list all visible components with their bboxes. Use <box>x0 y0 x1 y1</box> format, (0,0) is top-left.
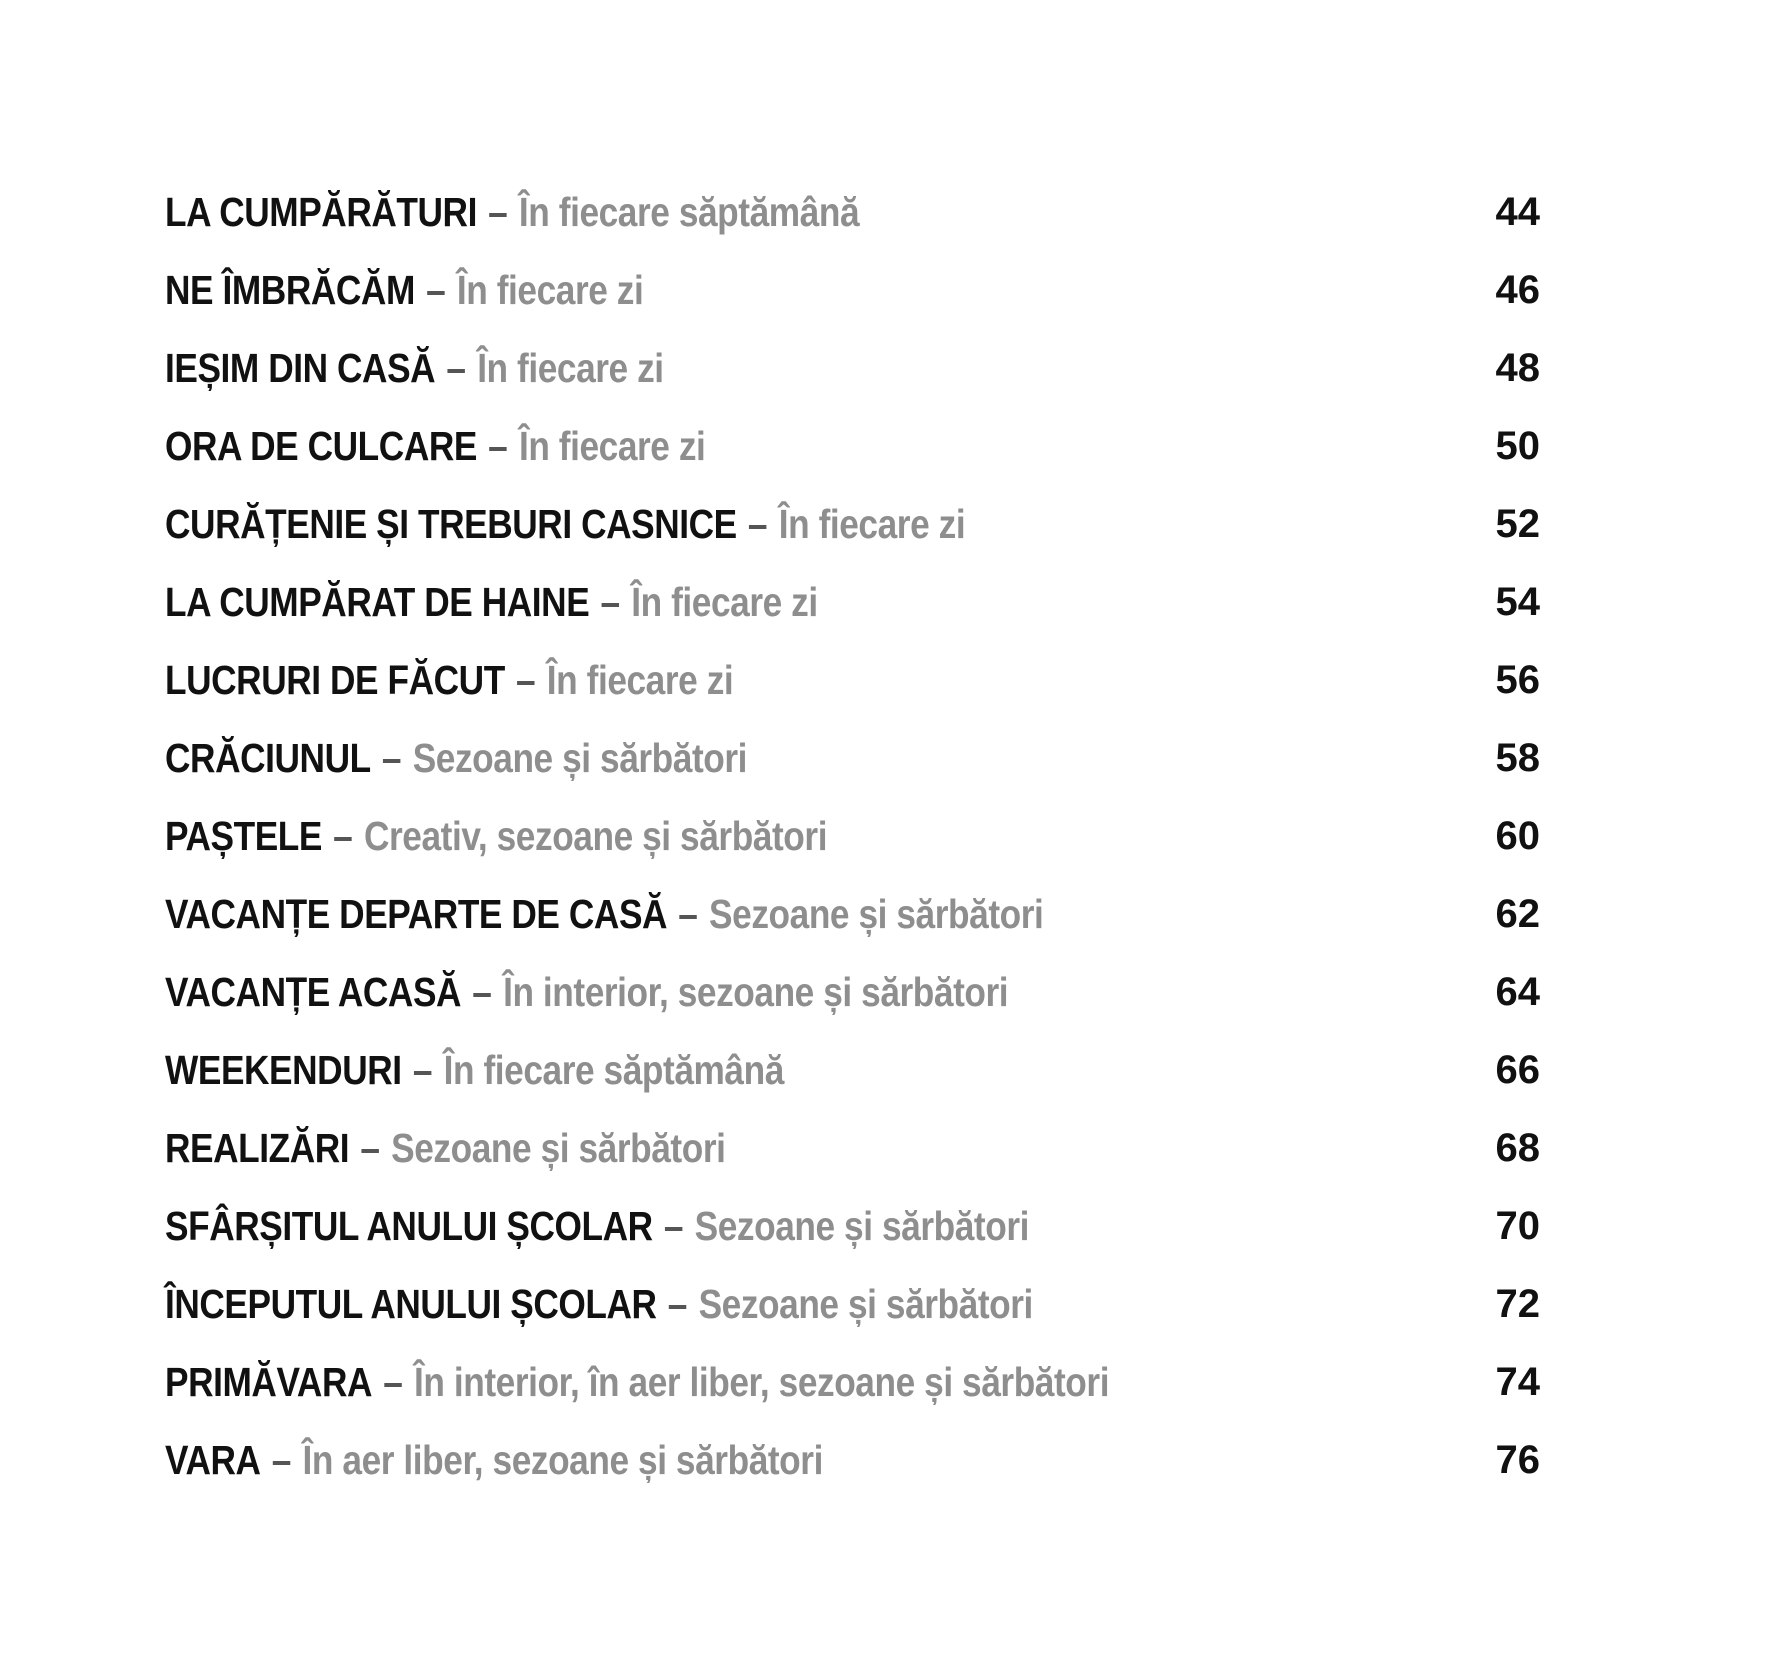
toc-entry-subtitle: În fiecare zi <box>477 344 664 391</box>
table-of-contents <box>165 173 1540 1499</box>
toc-entry-title: PRIMĂVARA <box>165 1358 373 1405</box>
toc-entry-dash: – <box>678 890 698 937</box>
toc-entry-page-number: 60 <box>1495 813 1540 858</box>
toc-entry-title: VACANȚE ACASĂ <box>165 968 462 1015</box>
toc-entry-page-number: 74 <box>1495 1359 1540 1404</box>
toc-entry-page-number: 44 <box>1495 189 1540 234</box>
toc-entry-title: VARA <box>165 1436 261 1483</box>
toc-entry-text <box>165 1125 726 1172</box>
toc-entry-text <box>165 501 965 548</box>
toc-entry-subtitle: Sezoane și sărbători <box>709 890 1044 937</box>
toc-entry-page-number: 52 <box>1495 501 1540 546</box>
toc-entry-dash: – <box>472 968 492 1015</box>
toc-entry-dash: – <box>488 422 508 469</box>
toc-entry-subtitle: În fiecare săptămână <box>518 188 860 235</box>
toc-entry-title: ORA DE CULCARE <box>165 422 477 469</box>
toc-entry <box>165 251 1540 329</box>
toc-entry-text <box>165 657 733 704</box>
toc-entry-subtitle: În fiecare zi <box>631 578 818 625</box>
toc-entry-dash: – <box>360 1124 380 1171</box>
toc-entry <box>165 407 1540 485</box>
toc-entry <box>165 329 1540 407</box>
toc-entry <box>165 797 1540 875</box>
toc-entry-title: VACANȚE DEPARTE DE CASĂ <box>165 890 668 937</box>
toc-entry <box>165 485 1540 563</box>
toc-entry-text <box>165 813 827 860</box>
toc-entry-dash: – <box>663 1202 684 1249</box>
toc-entry-dash: – <box>333 812 353 859</box>
toc-entry-text <box>165 1047 784 1094</box>
toc-entry-subtitle: În fiecare zi <box>518 422 706 469</box>
toc-entry-text <box>165 267 643 314</box>
toc-entry-subtitle: Sezoane și sărbători <box>698 1280 1033 1327</box>
toc-entry-dash: – <box>600 578 621 625</box>
toc-entry-subtitle: Sezoane și sărbători <box>694 1202 1029 1249</box>
toc-entry-text <box>165 579 818 626</box>
toc-entry-subtitle: În interior, sezoane și sărbători <box>503 968 1009 1015</box>
toc-entry-subtitle: În aer liber, sezoane și sărbători <box>302 1436 823 1483</box>
toc-entry-text <box>165 891 1043 938</box>
toc-entry <box>165 173 1540 251</box>
toc-entry-title: LA CUMPĂRĂTURI <box>165 188 477 235</box>
toc-entry-dash: – <box>516 656 536 703</box>
toc-entry <box>165 1343 1540 1421</box>
toc-entry-subtitle: În fiecare zi <box>456 266 644 313</box>
toc-entry-title: IEȘIM DIN CASĂ <box>165 344 436 391</box>
toc-entry <box>165 1187 1540 1265</box>
toc-entry-title: PAȘTELE <box>165 812 322 859</box>
toc-entry-dash: – <box>667 1280 688 1327</box>
toc-entry <box>165 1421 1540 1499</box>
toc-entry-text <box>165 1359 1109 1406</box>
toc-entry-dash: – <box>271 1436 292 1483</box>
toc-entry-page-number: 46 <box>1495 267 1540 312</box>
toc-entry-title: CURĂȚENIE ȘI TREBURI CASNICE <box>165 500 737 547</box>
toc-entry-page-number: 50 <box>1495 423 1540 468</box>
toc-entry-text <box>165 969 1008 1016</box>
toc-entry <box>165 1109 1540 1187</box>
toc-entry-page-number: 62 <box>1495 891 1540 936</box>
toc-entry-page-number: 58 <box>1495 735 1540 780</box>
toc-entry <box>165 719 1540 797</box>
toc-entry-subtitle: În fiecare săptămână <box>443 1046 784 1093</box>
toc-entry-text <box>165 189 859 236</box>
toc-entry-title: WEEKENDURI <box>165 1046 402 1093</box>
toc-entry-subtitle: Sezoane și sărbători <box>412 734 748 781</box>
toc-entry-page-number: 68 <box>1495 1125 1540 1170</box>
toc-entry-text <box>165 1437 823 1484</box>
toc-entry-dash: – <box>426 266 446 313</box>
toc-entry-page-number: 76 <box>1495 1437 1540 1482</box>
toc-entry-page-number: 56 <box>1495 657 1540 702</box>
toc-entry-title: LA CUMPĂRAT DE HAINE <box>165 578 590 625</box>
toc-entry-title: CRĂCIUNUL <box>165 734 371 781</box>
toc-entry-subtitle: Sezoane și sărbători <box>391 1124 726 1171</box>
toc-entry-text <box>165 345 664 392</box>
toc-entry-page-number: 70 <box>1495 1203 1540 1248</box>
toc-entry-title: SFÂRȘITUL ANULUI ȘCOLAR <box>165 1202 653 1249</box>
toc-entry <box>165 1031 1540 1109</box>
toc-entry <box>165 953 1540 1031</box>
toc-entry-title: NE ÎMBRĂCĂM <box>165 266 415 313</box>
toc-entry-dash: – <box>446 344 467 391</box>
toc-entry-subtitle: Creativ, sezoane și sărbători <box>363 812 828 859</box>
toc-entry-page-number: 54 <box>1495 579 1540 624</box>
toc-entry-dash: – <box>747 500 768 547</box>
toc-entry-text <box>165 735 747 782</box>
toc-entry <box>165 563 1540 641</box>
toc-entry-page-number: 72 <box>1495 1281 1540 1326</box>
toc-entry-page-number: 66 <box>1495 1047 1540 1092</box>
toc-entry-text <box>165 423 705 470</box>
toc-entry-dash: – <box>412 1046 433 1093</box>
toc-entry <box>165 1265 1540 1343</box>
toc-entry-dash: – <box>381 734 402 781</box>
toc-entry <box>165 875 1540 953</box>
toc-entry-dash: – <box>488 188 508 235</box>
toc-entry-page-number: 48 <box>1495 345 1540 390</box>
toc-entry-subtitle: În fiecare zi <box>778 500 966 547</box>
toc-entry-dash: – <box>383 1358 403 1405</box>
toc-entry-subtitle: În fiecare zi <box>546 656 734 703</box>
toc-entry-title: REALIZĂRI <box>165 1124 350 1171</box>
toc-entry-subtitle: În interior, în aer liber, sezoane și sărbători <box>414 1358 1110 1405</box>
toc-entry-text <box>165 1203 1029 1250</box>
toc-entry-title: ÎNCEPUTUL ANULUI ȘCOLAR <box>165 1280 657 1327</box>
toc-entry-text <box>165 1281 1033 1328</box>
toc-entry <box>165 641 1540 719</box>
toc-entry-title: LUCRURI DE FĂCUT <box>165 656 505 703</box>
toc-entry-page-number: 64 <box>1495 969 1540 1014</box>
